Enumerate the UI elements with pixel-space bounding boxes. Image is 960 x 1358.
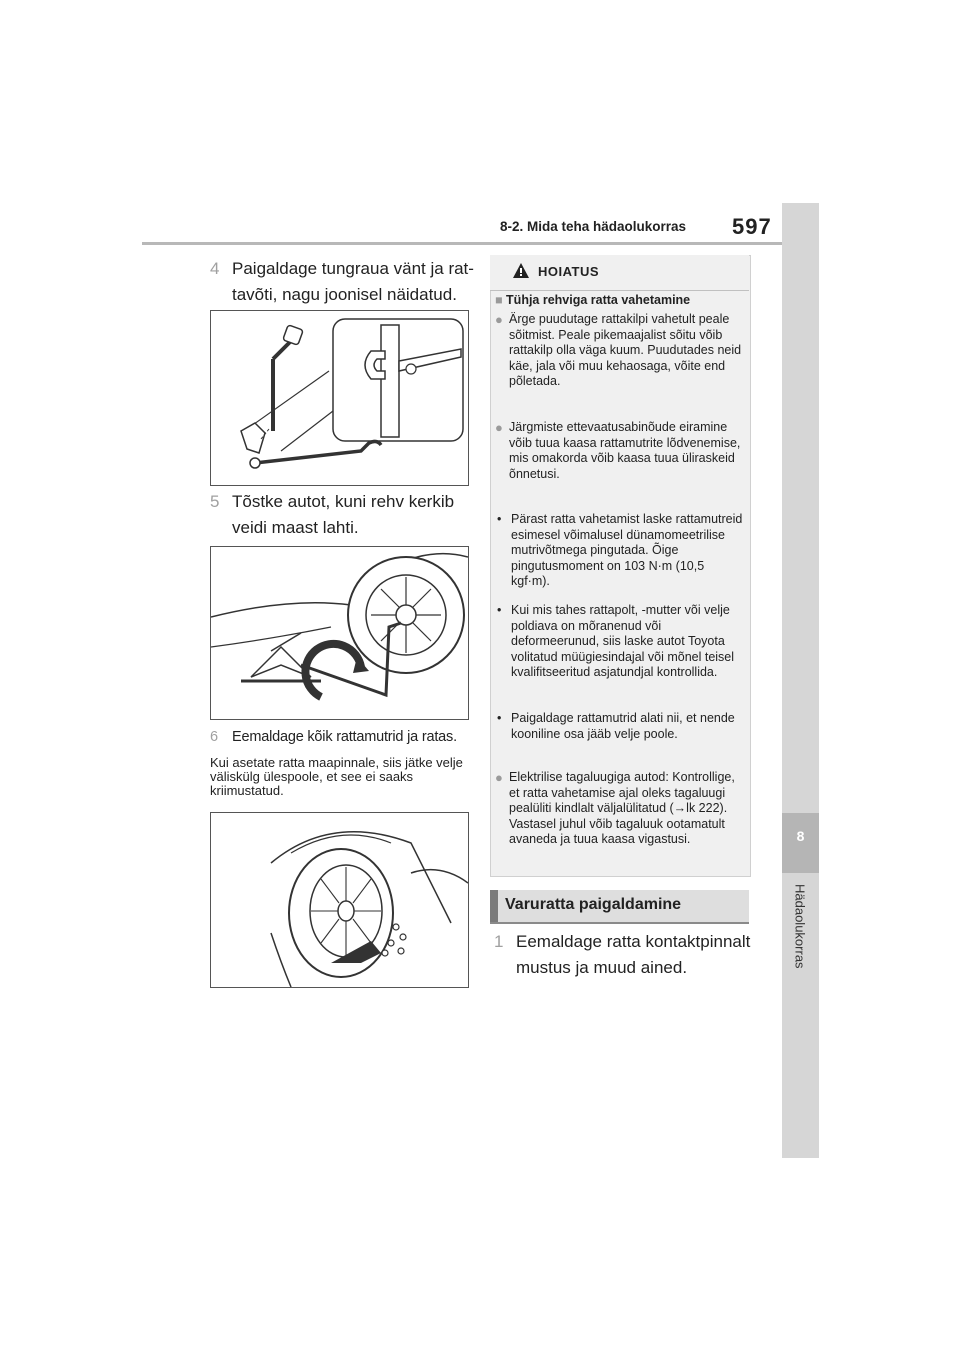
circle-bullet-icon: ●	[495, 770, 503, 785]
spare-step-1	[494, 929, 764, 981]
figure-jack-handle-wrench	[210, 310, 469, 486]
step-number: 5	[210, 492, 220, 511]
wheel-removal-illustration	[211, 813, 468, 987]
warning-title: HOIATUS	[538, 264, 600, 279]
step-text: Eemaldage kõik rattamutrid ja ratas.	[232, 729, 457, 745]
dot-bullet-icon: •	[497, 603, 502, 617]
step-text: Paigaldage tungraua vänt ja rat- tavõti, nagu joonisel näidatud.	[232, 259, 474, 304]
step-number: 1	[494, 932, 504, 951]
warning-item-text: Pärast ratta vahetamist laske rattamutreid esimesel võimalusel dünamomeetrilise mutrivõtmega pingutada. Õige pingutusmoment on 103 N·m (10,5 kgf·m).	[511, 512, 743, 588]
warning-item	[495, 770, 745, 848]
step-number: 4	[210, 259, 220, 278]
warning-subtitle-row	[495, 293, 745, 309]
warning-item	[495, 312, 745, 390]
step-4	[210, 256, 480, 308]
section-header-accent	[490, 890, 498, 922]
chapter-number: 8	[796, 828, 805, 844]
figure-remove-wheel	[210, 812, 469, 988]
jack-raising-illustration	[211, 547, 468, 719]
jack-handle-illustration	[211, 311, 468, 485]
square-bullet-icon: ■	[495, 293, 503, 307]
header-rule	[142, 242, 782, 245]
circle-bullet-icon: ●	[495, 420, 503, 435]
warning-triangle-icon	[512, 262, 530, 280]
dot-bullet-icon: •	[497, 711, 502, 725]
step-6-note: Kui asetate ratta maapinnale, siis jätke velje väliskülg ülespoole, et see ei saaks kriimustatud.	[210, 755, 463, 798]
warning-item	[497, 512, 743, 590]
section-header-rule	[490, 922, 749, 924]
step-number: 6	[210, 729, 218, 745]
warning-item-text: Järgmiste ettevaatusabinõude eiramine võib tuua kaasa rattamutrite lõdvenemise, mis omakorda võib kaasa tuua üliraskeid õnnetusi.	[509, 420, 741, 481]
warning-item	[497, 711, 743, 742]
figure-raise-car	[210, 546, 469, 720]
warning-item-text: Elektrilise tagaluugiga autod: Kontrollige, et ratta vahetamise ajal oleks tagaluugi pealüliti kindlalt väljalülitatud (→lk 222). Vastasel juhul võib tagaluuk ootamatult avaneda ja tuua kaasa vigastusi.	[509, 770, 735, 846]
section-title: 8-2. Mida teha hädaolukorras	[500, 219, 687, 234]
warning-subtitle: Tühja rehviga ratta vahetamine	[506, 293, 691, 307]
step-5	[210, 489, 480, 541]
chapter-label: Hädaolukorras	[792, 884, 808, 969]
warning-item	[495, 420, 745, 482]
circle-bullet-icon: ●	[495, 312, 503, 327]
dot-bullet-icon: •	[497, 512, 502, 526]
warning-item-text: Paigaldage rattamutrid alati nii, et nende kooniline osa jääb velje poole.	[511, 711, 735, 741]
section-heading: Varuratta paigaldamine	[505, 896, 682, 913]
page-number: 597	[732, 214, 772, 239]
warning-item	[497, 603, 743, 681]
step-text: Tõstke autot, kuni rehv kerkib veidi maast lahti.	[232, 492, 455, 537]
warning-item-text: Kui mis tahes rattapolt, -mutter või velje poldiava on mõranenud või deformeerunud, siis laske autot Toyota volitatud müügiesindajal või mõnel teisel kvalifitseeritud asjatundjal kontrollida.	[511, 603, 735, 679]
step-6	[210, 724, 485, 750]
chapter-side-tab	[782, 203, 819, 1158]
warning-item-text: Ärge puudutage rattakilpi vahetult peale sõitmist. Peale pikemaajalist sõitu võib rattakilp olla väga kuum. Puudutades neid käe, jala või muu kehaosaga, võite end põletada.	[509, 312, 742, 388]
step-text: Eemaldage ratta kontaktpinnalt mustus ja muud ained.	[516, 932, 751, 977]
